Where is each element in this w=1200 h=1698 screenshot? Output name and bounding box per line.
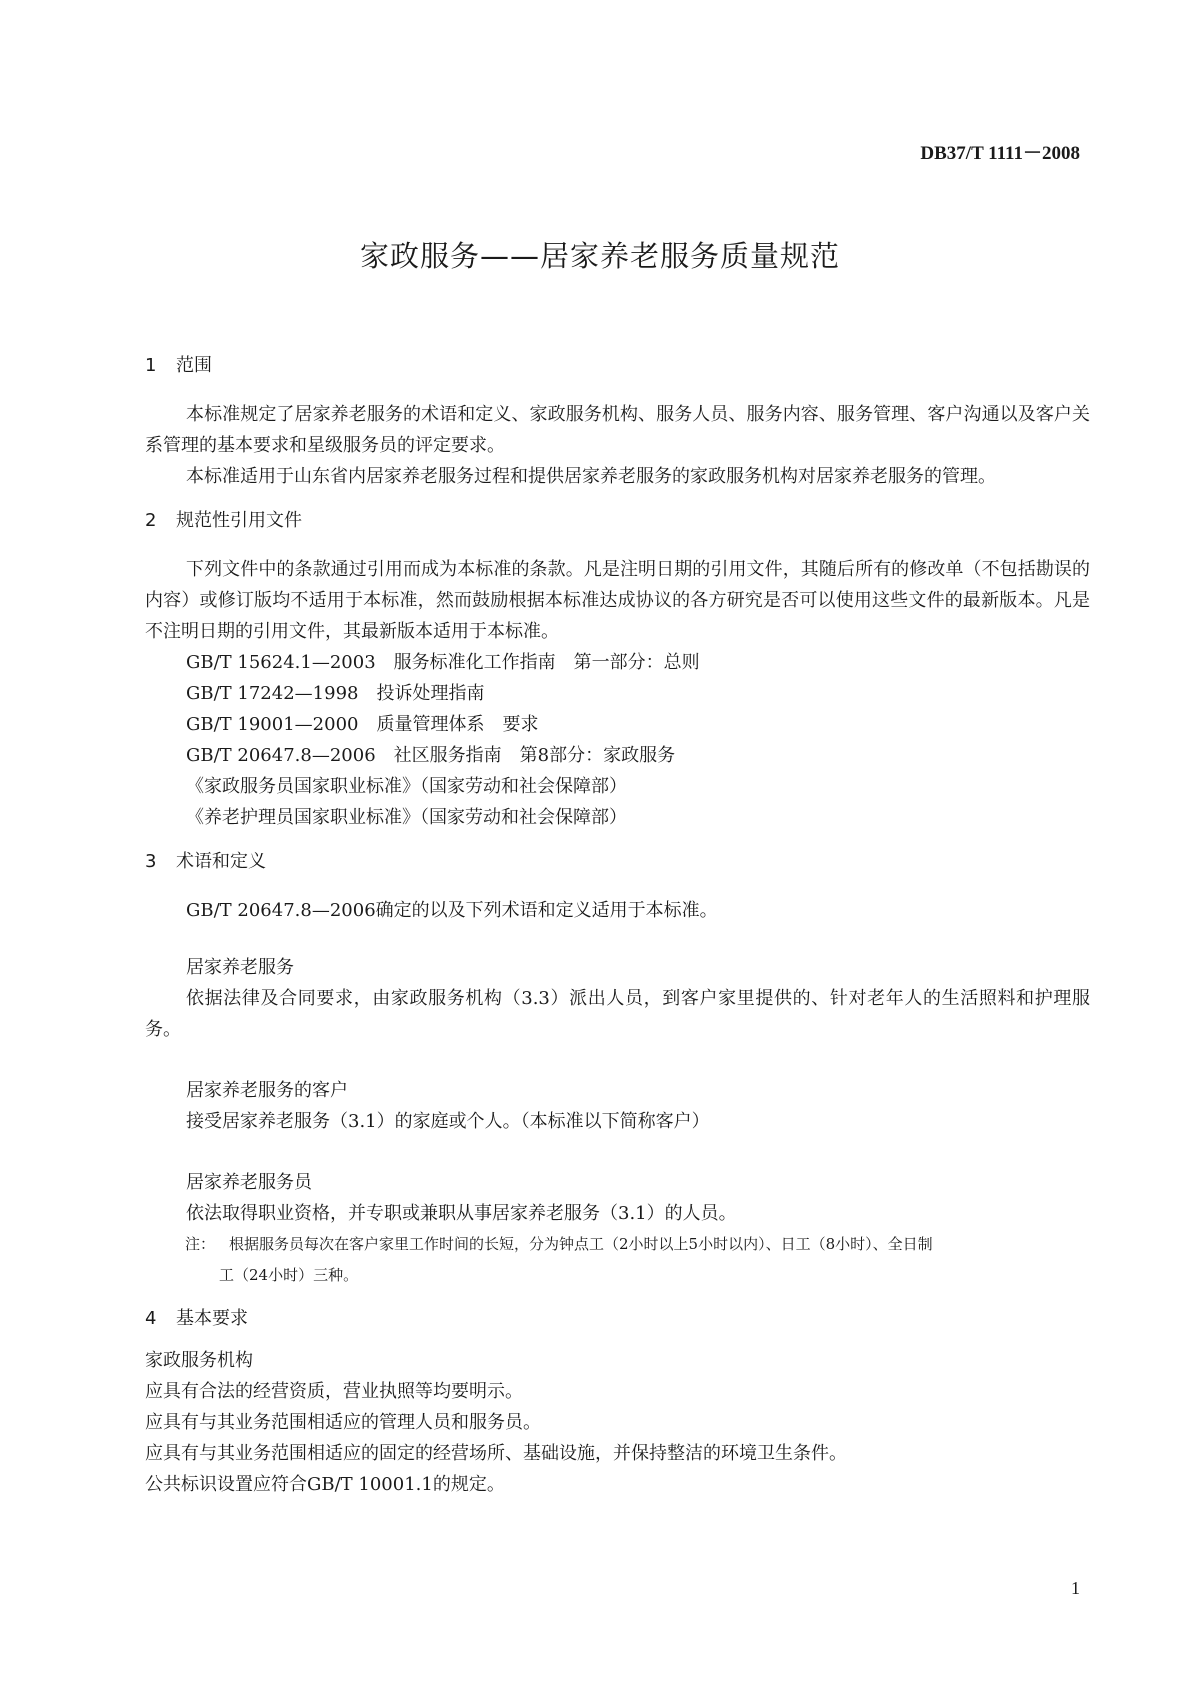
paragraph: 下列文件中的条款通过引用而成为本标准的条款。凡是注明日期的引用文件，其随后所有的修改单（不包括勘误的内容）或修订版均不适用于本标准，然而鼓励根据本标准达成协议的各方研究是否可以使用这些文件的最新版本。凡是不注明日期的引用文件，其最新版本适用于本标准。	[145, 559, 1090, 642]
section-title: 基本要求	[176, 1308, 248, 1329]
paragraph: 本标准适用于山东省内居家养老服务过程和提供居家养老服务的家政服务机构对居家养老服务的管理。	[186, 466, 996, 487]
section-number: 3	[145, 851, 157, 872]
term-heading: 居家养老服务的客户	[186, 1080, 348, 1101]
section-number: 1	[145, 355, 157, 376]
section-heading-scope	[145, 352, 1090, 380]
section-number: 4	[145, 1308, 157, 1329]
note-label: 注：	[185, 1235, 216, 1253]
section-title: 规范性引用文件	[176, 510, 302, 531]
section-heading-terms	[145, 848, 1090, 876]
term-definition: 依据法律及合同要求，由家政服务机构（3.3）派出人员，到客户家里提供的、针对老年人的生活照料和护理服务。	[145, 988, 1090, 1040]
requirement-line: 应具有合法的经营资质，营业执照等均要明示。	[145, 1381, 523, 1402]
requirement-line: 应具有与其业务范围相适应的固定的经营场所、基础设施，并保持整洁的环境卫生条件。	[145, 1443, 847, 1464]
reference-item: 《养老护理员国家职业标准》（国家劳动和社会保障部）	[186, 807, 627, 828]
requirement-line: 公共标识设置应符合GB/T 10001.1的规定。	[145, 1474, 505, 1495]
section-heading-references	[145, 507, 1090, 535]
note	[145, 1229, 1090, 1291]
requirement-line: 应具有与其业务范围相适应的管理人员和服务员。	[145, 1412, 541, 1433]
term-heading: 居家养老服务员	[186, 1172, 312, 1193]
reference-item: 《家政服务员国家职业标准》（国家劳动和社会保障部）	[186, 776, 627, 797]
reference-item: GB/T 15624.1—2003 服务标准化工作指南 第一部分：总则	[186, 652, 700, 673]
reference-item: GB/T 19001—2000 质量管理体系 要求	[186, 714, 539, 735]
paragraph: GB/T 20647.8—2006确定的以及下列术语和定义适用于本标准。	[186, 900, 718, 921]
note-text: 根据服务员每次在客户家里工作时间的长短，分为钟点工（2小时以上5小时以内）、日工（8小时）、全日制	[229, 1235, 933, 1253]
reference-item: GB/T 20647.8—2006 社区服务指南 第8部分：家政服务	[186, 745, 676, 766]
section-title: 术语和定义	[176, 851, 266, 872]
standard-code: DB37/T 1111－2008	[920, 143, 1080, 164]
section-heading-basic-requirements	[145, 1305, 1090, 1333]
paragraph: 本标准规定了居家养老服务的术语和定义、家政服务机构、服务人员、服务内容、服务管理、客户沟通以及客户关系管理的基本要求和星级服务员的评定要求。	[145, 404, 1090, 456]
term-heading: 居家养老服务	[186, 957, 294, 978]
term-definition: 接受居家养老服务（3.1）的家庭或个人。（本标准以下简称客户）	[186, 1111, 710, 1132]
subsection-heading: 家政服务机构	[145, 1350, 253, 1371]
document-body	[145, 352, 1090, 1500]
page-number: 1	[1071, 1578, 1080, 1598]
term-definition: 依法取得职业资格，并专职或兼职从事居家养老服务（3.1）的人员。	[186, 1203, 737, 1224]
document-title: 家政服务——居家养老服务质量规范	[359, 239, 840, 273]
note-text: 工（24小时）三种。	[219, 1266, 359, 1284]
reference-item: GB/T 17242—1998 投诉处理指南	[186, 683, 485, 704]
section-title: 范围	[176, 355, 212, 376]
section-number: 2	[145, 510, 157, 531]
